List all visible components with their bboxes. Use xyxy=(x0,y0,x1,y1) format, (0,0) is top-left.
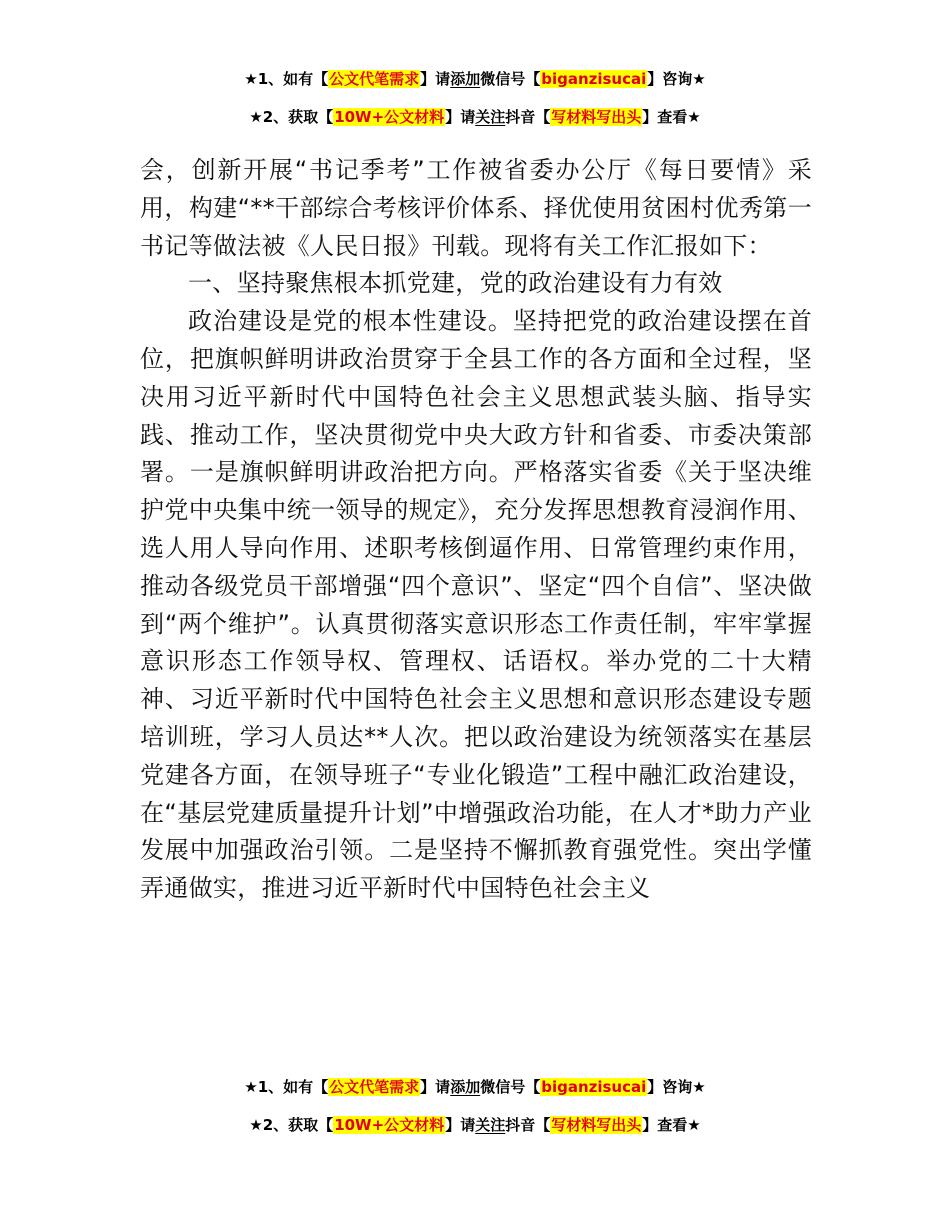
document-body xyxy=(140,152,812,908)
promo-text: 】请 xyxy=(420,70,451,88)
promo-highlight-douyin-id: 写材料写出头 xyxy=(551,108,642,126)
promo-text: 微信号【 xyxy=(480,1078,541,1096)
promo-underline-follow: 关注 xyxy=(475,1116,506,1134)
promo-highlight-wechat-id: biganzisucai xyxy=(541,70,647,88)
promo-text: ★2、获取【 xyxy=(249,108,334,126)
promo-underline-add: 添加 xyxy=(450,70,481,88)
body-paragraph-continuation: 会，创新开展“书记季考”工作被省委办公厅《每日要情》采用，构建“**干部综合考核评价体系、择优使用贫困村优秀第一书记等做法被《人民日报》刊载。现将有关工作汇报如下： xyxy=(140,156,812,260)
section-heading: 一、坚持聚焦根本抓党建，党的政治建设有力有效 xyxy=(188,269,723,298)
promo-highlight-materials: 10W+公文材料 xyxy=(334,108,445,126)
promo-text: ★1、如有【 xyxy=(244,70,329,88)
header-promo-line-2 xyxy=(0,106,950,128)
promo-text: 】请 xyxy=(445,108,476,126)
promo-highlight-wechat-id: biganzisucai xyxy=(541,1078,647,1096)
promo-text: ★1、如有【 xyxy=(244,1078,329,1096)
promo-text: 】查看★ xyxy=(642,1116,701,1134)
promo-highlight-service: 公文代笔需求 xyxy=(329,70,420,88)
footer-promo-line-1 xyxy=(0,1076,950,1098)
header-promo-line-1 xyxy=(0,68,950,90)
promo-text: 抖音【 xyxy=(505,108,551,126)
promo-highlight-service: 公文代笔需求 xyxy=(329,1078,420,1096)
promo-text: 】请 xyxy=(445,1116,476,1134)
promo-text: 】请 xyxy=(420,1078,451,1096)
promo-text: 】查看★ xyxy=(642,108,701,126)
promo-text: ★2、获取【 xyxy=(249,1116,334,1134)
body-paragraph: 政治建设是党的根本性建设。坚持把党的政治建设摆在首位，把旗帜鲜明讲政治贯穿于全县工作的各方面和全过程，坚决用习近平新时代中国特色社会主义思想武装头脑、指导实践、推动工作，坚决贯彻党中央大政方针和省委、市委决策部署。一是旗帜鲜明讲政治把方向。严格落实省委《关于坚决维护党中央集中统一领导的规定》，充分发挥思想教育浸润作用、选人用人导向作用、述职考核倒逼作用、日常管理约束作用，推动各级党员干部增强“四个意识”、坚定“四个自信”、坚决做到“两个维护”。认真贯彻落实意识形态工作责任制，牢牢掌握意识形态工作领导权、管理权、话语权。举办党的二十大精神、习近平新时代中国特色社会主义思想和意识形态建设专题培训班，学习人员达**人次。把以政治建设为统领落实在基层党建各方面，在领导班子“专业化锻造”工程中融汇政治建设，在“基层党建质量提升计划”中增强政治功能，在人才*助力产业发展中加强政治引领。二是坚持不懈抓教育强党性。突出学懂弄通做实，推进习近平新时代中国特色社会主义 xyxy=(140,307,812,903)
promo-underline-follow: 关注 xyxy=(475,108,506,126)
promo-underline-add: 添加 xyxy=(450,1078,481,1096)
promo-text: 】咨询★ xyxy=(647,70,706,88)
footer-promo-line-2 xyxy=(0,1114,950,1136)
promo-text: 微信号【 xyxy=(480,70,541,88)
promo-highlight-douyin-id: 写材料写出头 xyxy=(551,1116,642,1134)
promo-highlight-materials: 10W+公文材料 xyxy=(334,1116,445,1134)
promo-text: 抖音【 xyxy=(505,1116,551,1134)
promo-text: 】咨询★ xyxy=(647,1078,706,1096)
